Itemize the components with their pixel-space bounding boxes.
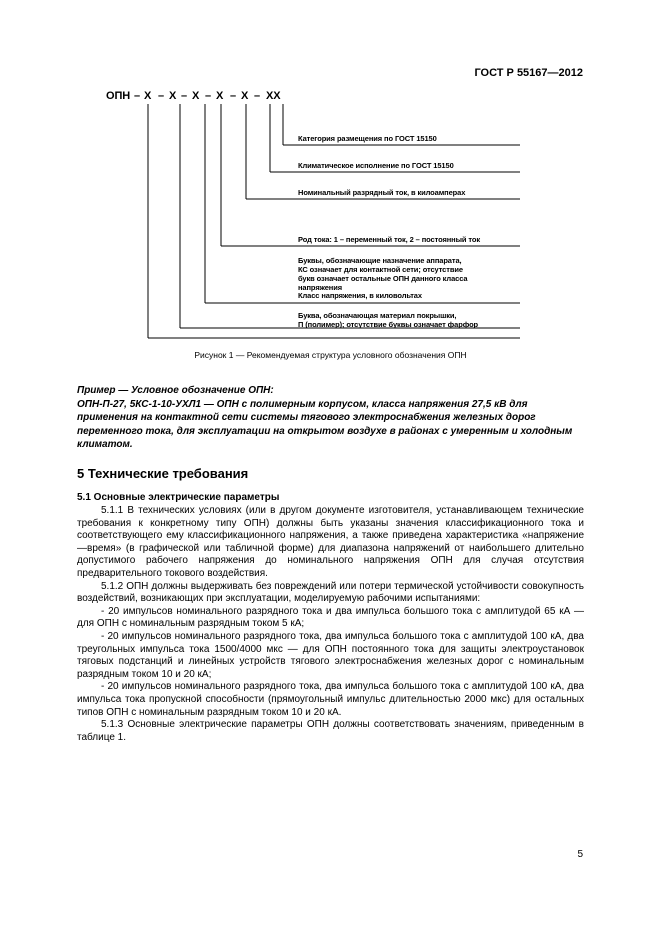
code-part: Х <box>144 90 152 102</box>
code-part: – <box>158 90 165 102</box>
paragraph: - 20 импульсов номинального разрядного тока и два импульса большого тока с амплитудой 65 кА — для ОПН с номинальным разрядным током 5 кА; <box>77 605 584 630</box>
code-part: ХХ <box>266 90 281 102</box>
code-part: Х <box>216 90 224 102</box>
example-text: ОПН-П-27, 5КС-1-10-УХЛ1 — ОПН с полимерным корпусом, класса напряжения 27,5 кВ для применения на контактной сети системы тягового электроснабжения железных дорог переменного тока, для эксплуатации на открытом воздухе в районах с умеренным и холодным климатом. <box>77 398 573 450</box>
diagram-label: Категория размещения по ГОСТ 15150 <box>298 134 437 143</box>
code-part: – <box>181 90 188 102</box>
code-part: – <box>205 90 212 102</box>
diagram-label: Род тока: 1 – переменный ток, 2 – постоянный ток <box>298 235 481 244</box>
code-part: – <box>230 90 237 102</box>
designation-diagram <box>0 0 661 340</box>
section-heading: 5 Технические требования <box>77 466 249 481</box>
paragraph: 5.1.1 В технических условиях (или в другом документе изготовителя, устанавливающем технические требования к конкретному типу ОПН) должны быть указаны значения классификационного тока и соответствующего ему классификационного напряжения, а также приведена характеристика «напряжение—время» (в графической или табличной форме) для диапазона напряжений от наибольшего длительно допустимого рабочего напряжения до номинального напряжения ОПН для случая отсутствия предварительного токового воздействия. <box>77 505 584 579</box>
paragraph: - 20 импульсов номинального разрядного тока, два импульса большого тока с амплитудой 100 кА, два треугольных импульса тока 1500/4000 мкс — для ОПН постоянного тока для защиты электроустановок тяговых подстанций и линейных устройств тягового электроснабжения железных дорог с номинальным разрядным током 10 и 20 кА; <box>77 630 584 680</box>
paragraph: 5.1.3 Основные электрические параметры ОПН должны соответствовать значениям, приведенным в таблице 1. <box>77 719 584 743</box>
code-part: Х <box>169 90 177 102</box>
paragraph: 5.1.2 ОПН должны выдерживать без повреждений или потери термической устойчивости совокупность воздействий, возникающих при эксплуатации, моделируемую рабочими испытаниями: <box>77 580 584 605</box>
example-title: Пример — Условное обозначение ОПН: <box>77 385 274 396</box>
diagram-label: Номинальный разрядный ток, в килоамперах <box>298 188 466 197</box>
document-header: ГОСТ Р 55167—2012 <box>474 67 583 79</box>
paragraph: - 20 импульсов номинального разрядного тока, два импульса большого тока с амплитудой 100 кА, два импульса тока пропускной способности (прямоугольный импульс длительностью 2000 мкс) для остальных типов ОПН с номинальным разрядным током 10 и 20 кА. <box>77 681 584 718</box>
code-part: Х <box>192 90 200 102</box>
code-part: ОПН <box>106 90 131 102</box>
diagram-label: Буквы, обозначающие назначение аппарата, КС означает для контактной сети; отсутствие букв означает остальные ОПН данного класса напряжения <box>298 256 468 292</box>
code-part: Х <box>241 90 249 102</box>
body-text <box>77 505 584 744</box>
diagram-label: Климатическое исполнение по ГОСТ 15150 <box>298 161 454 170</box>
code-part: – <box>254 90 261 102</box>
subsection-heading: 5.1 Основные электрические параметры <box>77 492 280 503</box>
diagram-label: Класс напряжения, в киловольтах <box>298 291 422 300</box>
page-number: 5 <box>577 849 583 860</box>
figure-caption: Рисунок 1 — Рекомендуемая структура условного обозначения ОПН <box>194 350 467 360</box>
example-block <box>77 384 585 452</box>
code-part: – <box>134 90 141 102</box>
diagram-label: Буква, обозначающая материал покрышки, П (полимер); отсутствие буквы означает фарфор <box>298 311 479 329</box>
